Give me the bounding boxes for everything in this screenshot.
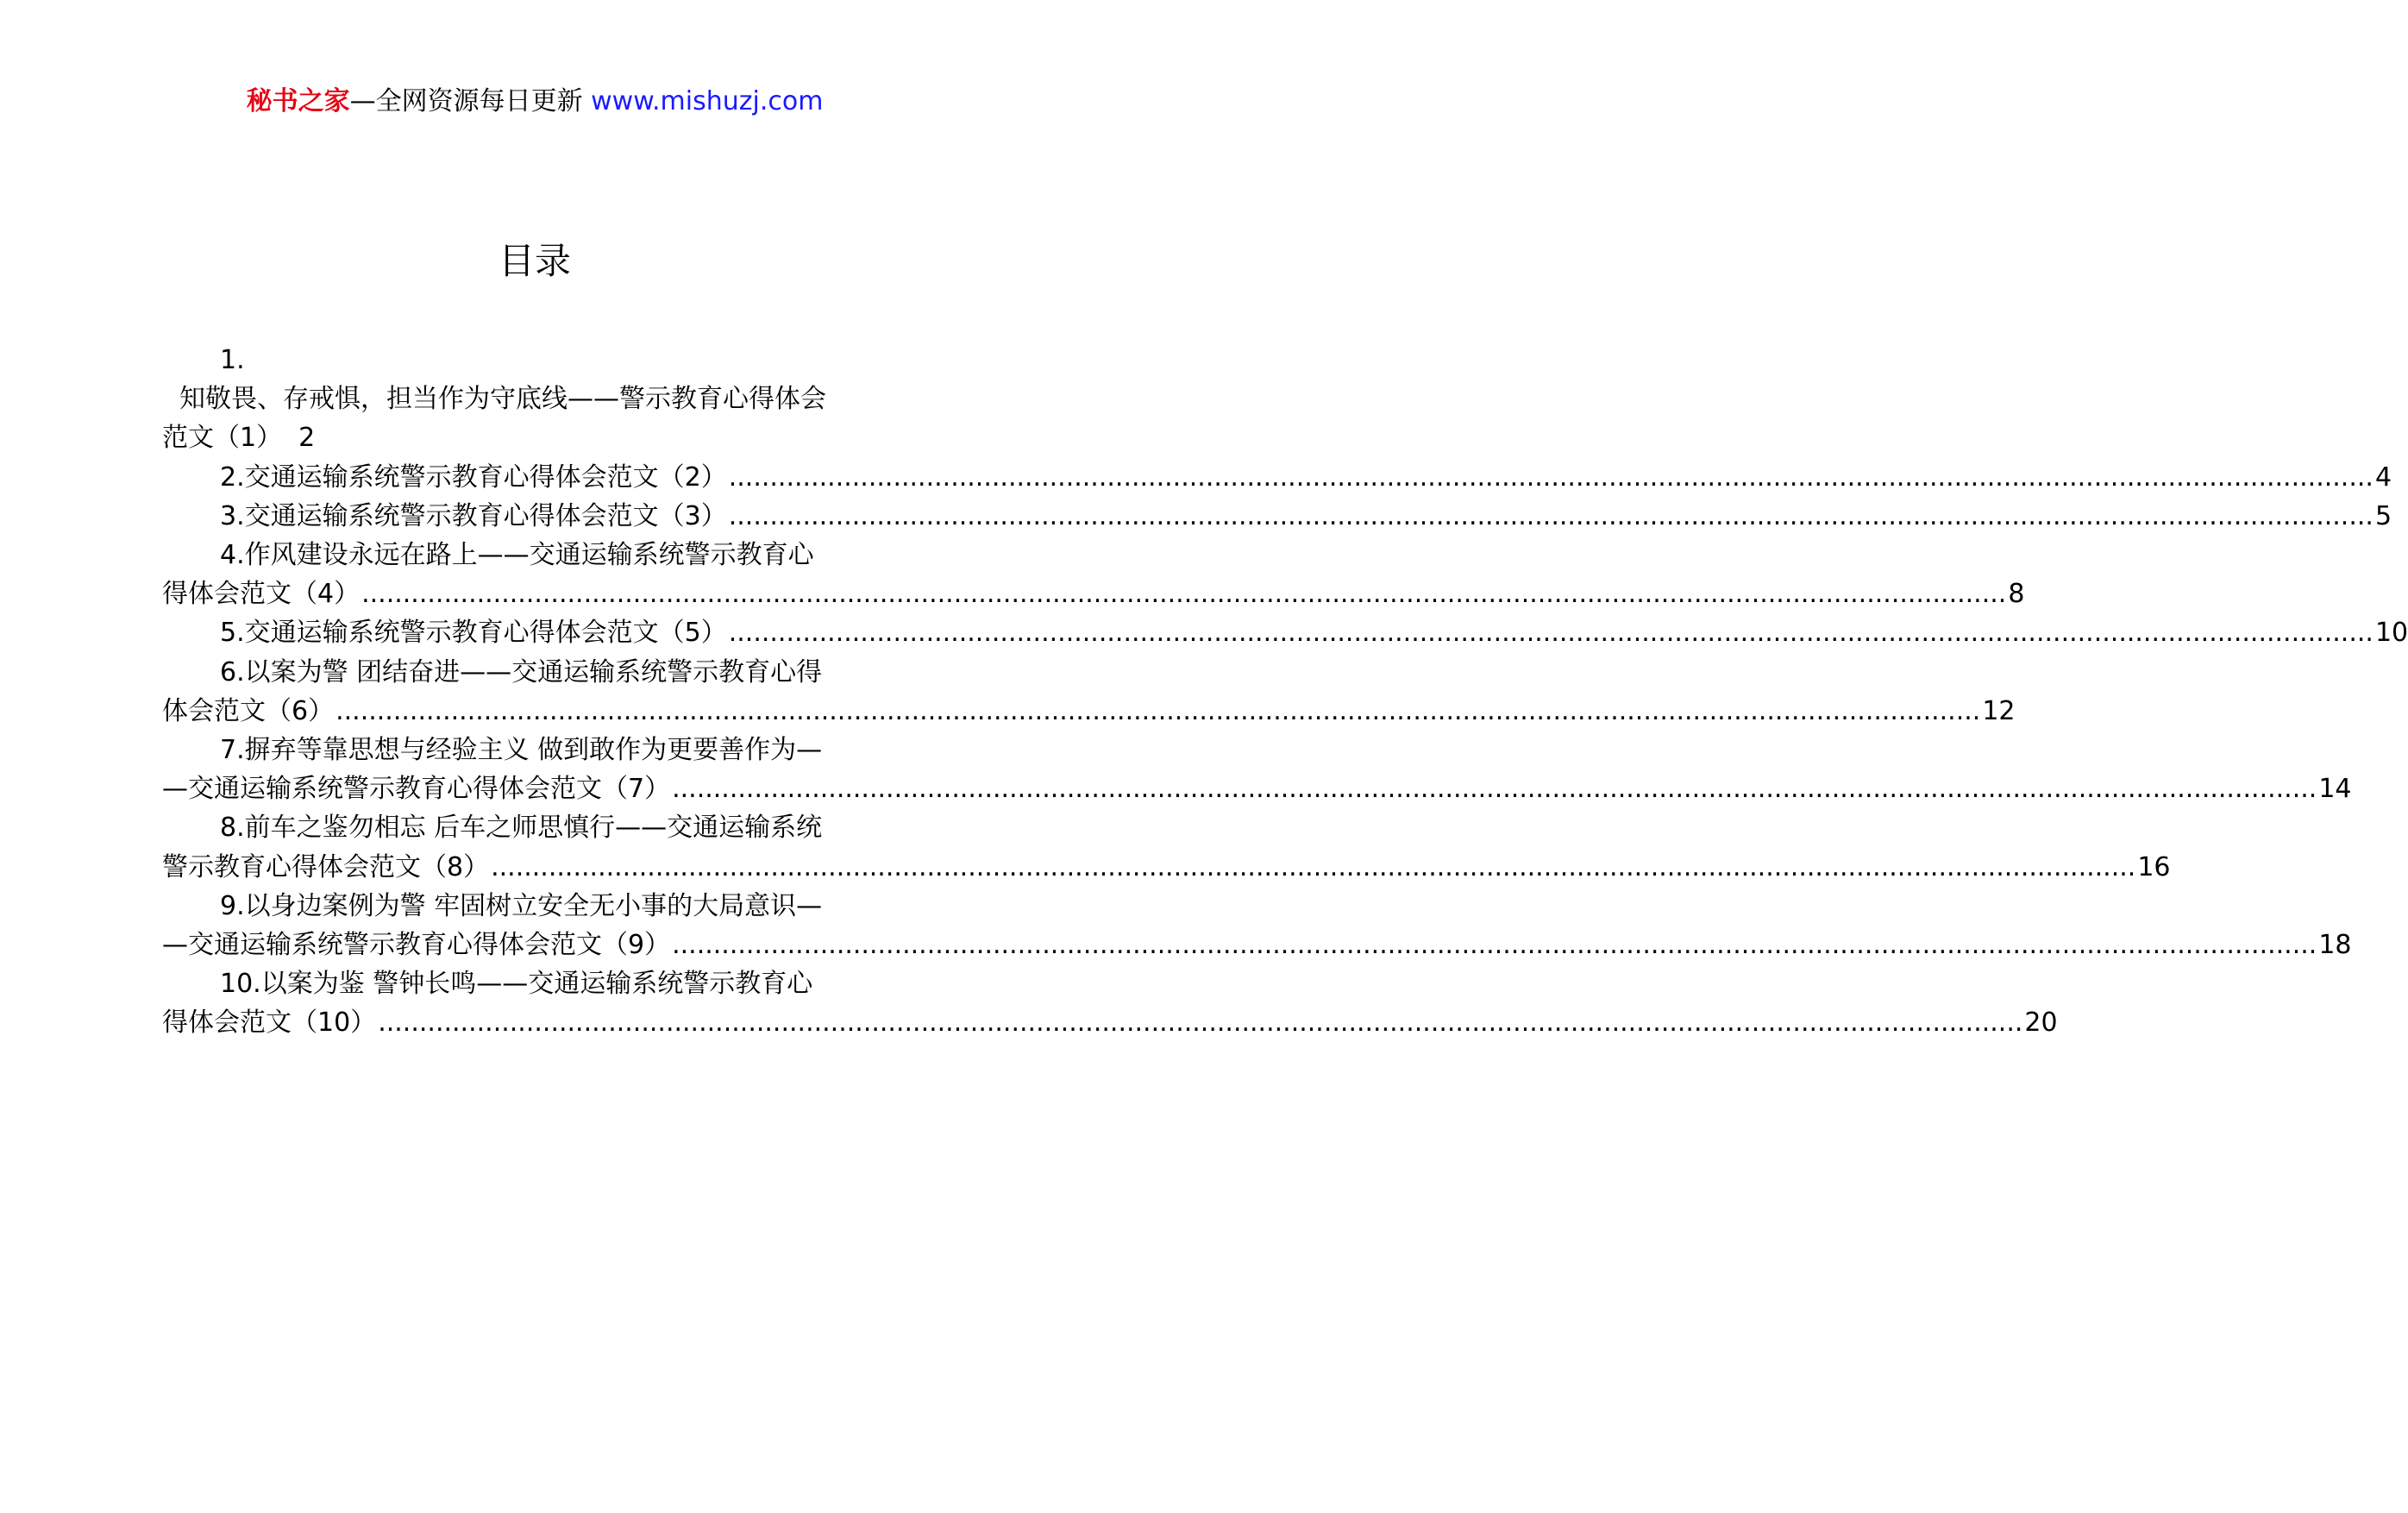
toc-entry-page: 2	[298, 423, 316, 454]
toc-entry-title-cont: 体会范文（6）	[162, 695, 335, 726]
toc-entry-page: 18	[2318, 930, 2352, 961]
toc-entry-title-cont: 警示教育心得体会范文（8）	[162, 851, 490, 882]
toc-entry-title: 4.作风建设永远在路上——交通运输系统警示教育心	[220, 540, 814, 571]
toc-entry-title: 2.交通运输系统警示教育心得体会范文（2）	[220, 461, 727, 493]
toc-entry-number: 1.	[220, 345, 245, 375]
toc-entry-title: 5.交通运输系统警示教育心得体会范文（5）	[220, 618, 727, 649]
toc-leader-dots: ........................................................................................................................................................................................................	[378, 1008, 2023, 1039]
toc-entry-page: 10	[2374, 618, 2408, 649]
toc-entry-title-cont: —交通运输系统警示教育心得体会范文（7）	[162, 774, 671, 805]
toc-entry-title: 10.以案为鉴 警钟长鸣——交通运输系统警示教育心	[220, 969, 813, 1000]
toc-leader-dots: ........................................................................................................................................................................................................	[672, 930, 2317, 961]
toc-entry-8[interactable]	[162, 808, 2171, 886]
toc-entry-5[interactable]	[162, 613, 2408, 652]
toc-entry-title-cont: —交通运输系统警示教育心得体会范文（9）	[162, 930, 671, 961]
site-header	[0, 85, 1069, 119]
toc-entry-title: 7.摒弃等靠思想与经验主义 做到敢作为更要善作为—	[220, 735, 823, 766]
toc-entry-page: 8	[2008, 579, 2025, 610]
page-title: 目录	[498, 240, 571, 282]
site-url-link[interactable]: www.mishuzj.com	[591, 86, 824, 116]
toc-entry-title: 9.以身边案例为警 牢固树立安全无小事的大局意识—	[220, 890, 823, 921]
toc-entry-page: 12	[1982, 695, 2016, 726]
toc-entry-title: 6.以案为警 团结奋进——交通运输系统警示教育心得	[220, 656, 823, 687]
toc-entry-title-cont: 得体会范文（4）	[162, 579, 361, 610]
table-of-contents	[162, 341, 2408, 1043]
header-dash: —	[349, 86, 376, 116]
toc-entry-6[interactable]	[162, 653, 2016, 731]
toc-entry-page: 4	[2374, 461, 2392, 493]
toc-entry-page: 14	[2318, 774, 2352, 805]
toc-leader-dots: ........................................................................................................................................................................................................	[728, 461, 2374, 493]
toc-entry-title: 3.交通运输系统警示教育心得体会范文（3）	[220, 500, 727, 531]
toc-entry-10[interactable]	[162, 964, 2058, 1042]
toc-entry-title-cont: 得体会范文（10）	[162, 1008, 377, 1039]
toc-entry-page: 5	[2374, 500, 2392, 531]
toc-entry-3[interactable]	[162, 497, 2392, 536]
toc-entry-7[interactable]	[162, 731, 2352, 808]
toc-entry-title: 知敬畏、存戒惧，担当作为守底线——警示教育心得体会	[179, 384, 826, 415]
toc-leader-dots: ........................................................................................................................................................................................................	[491, 851, 2136, 882]
header-tagline: 全网资源每日更新	[375, 86, 592, 116]
toc-leader-dots: ........................................................................................................................................................................................................	[335, 695, 1981, 726]
toc-leader-dots: ........................................................................................................................................................................................................	[728, 500, 2374, 531]
toc-entry-title: 8.前车之鉴勿相忘 后车之师思慎行——交通运输系统	[220, 813, 823, 844]
toc-entry-title-tail: 范文（1）	[162, 423, 283, 454]
brand-name: 秘书之家	[246, 86, 350, 116]
toc-leader-dots: ........................................................................................................................................................................................................	[728, 618, 2374, 649]
toc-entry-9[interactable]	[162, 887, 2352, 964]
toc-entry-page: 16	[2137, 851, 2171, 882]
toc-leader-dots: ........................................................................................................................................................................................................	[361, 579, 2007, 610]
toc-entry-1[interactable]	[162, 341, 904, 458]
toc-entry-page: 20	[2024, 1008, 2058, 1039]
toc-entry-4[interactable]	[162, 536, 2025, 613]
toc-leader-dots: ........................................................................................................................................................................................................	[672, 774, 2317, 805]
toc-entry-2[interactable]	[162, 458, 2392, 497]
